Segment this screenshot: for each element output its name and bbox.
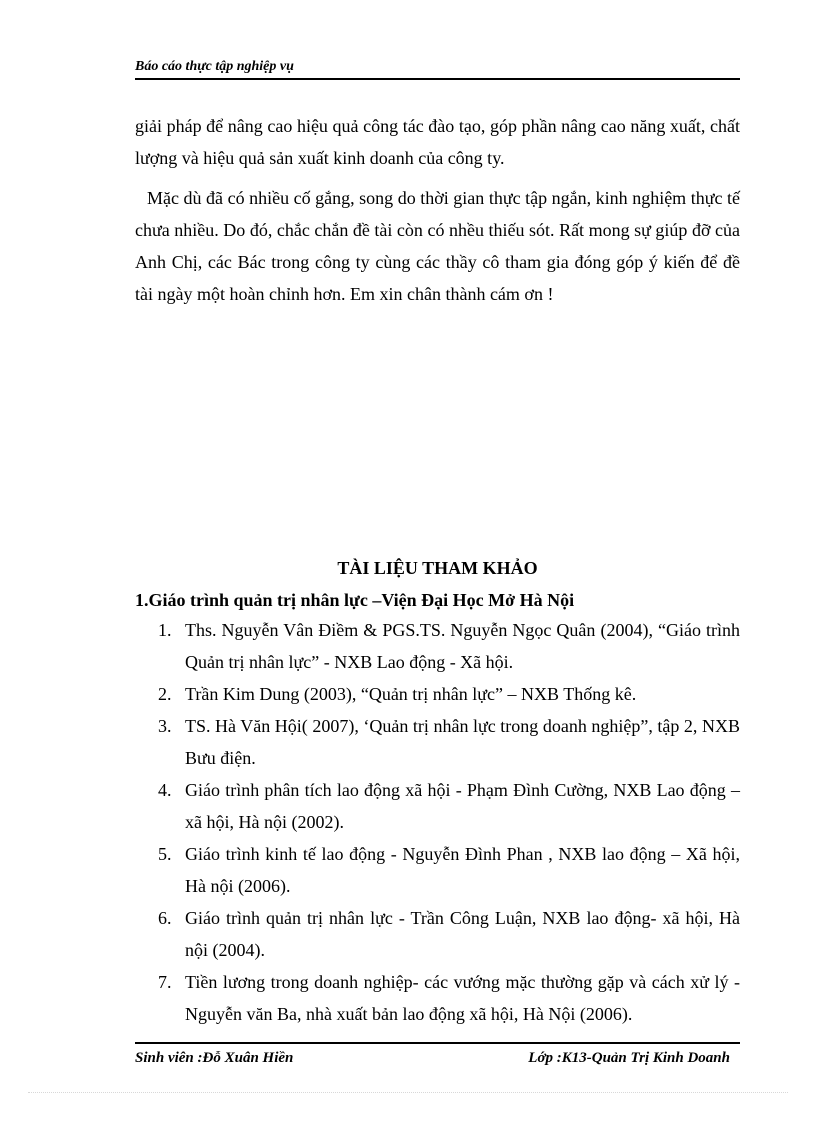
reference-text: Giáo trình quản trị nhân lực - Trần Công Luận, NXB lao động- xã hội, Hà nội (2004). (185, 908, 740, 960)
body-paragraph-2 (135, 182, 740, 310)
reference-item (158, 774, 740, 838)
reference-text: Tiền lương trong doanh nghiệp- các vướng mặc thường gặp và cách xử lý - Nguyễn văn Ba, nhà xuất bản lao động xã hội, Hà Nội (2006). (185, 972, 740, 1024)
reference-item (158, 614, 740, 678)
reference-number: 3. (158, 716, 172, 736)
reference-number: 4. (158, 780, 172, 800)
reference-number: 7. (158, 972, 172, 992)
reference-number: 2. (158, 684, 172, 704)
reference-number: 5. (158, 844, 172, 864)
reference-item (158, 710, 740, 774)
references-heading: 1.Giáo trình quản trị nhân lực –Viện Đại Học Mở Hà Nội (135, 590, 575, 610)
reference-text: TS. Hà Văn Hội( 2007), ‘Quản trị nhân lực trong doanh nghiệp”, tập 2, NXB Bưu điện. (185, 716, 740, 768)
reference-item (158, 678, 740, 710)
reference-item (158, 838, 740, 902)
reference-text: Giáo trình kinh tế lao động - Nguyễn Đình Phan , NXB lao động – Xã hội, Hà nội (2006). (185, 844, 740, 896)
paragraph-text: giải pháp để nâng cao hiệu quả công tác đào tạo, góp phần nâng cao năng xuất, chất lượng và hiệu quả sản xuất kinh doanh của công ty. (135, 116, 740, 168)
reference-item (158, 966, 740, 1030)
page-header (135, 58, 740, 80)
header-title: Báo cáo thực tập nghiệp vụ (135, 59, 294, 74)
footer-divider (135, 1042, 740, 1044)
reference-text: Ths. Nguyễn Vân Điềm & PGS.TS. Nguyễn Ngọc Quân (2004), “Giáo trình Quản trị nhân lực” - NXB Lao động - Xã hội. (185, 620, 740, 672)
references-title: TÀI LIỆU THAM KHẢO (337, 558, 538, 578)
reference-text: Trần Kim Dung (2003), “Quản trị nhân lực” – NXB Thống kê. (185, 684, 637, 704)
reference-number: 6. (158, 908, 172, 928)
footer-class: Lớp :K13-Quản Trị Kinh Doanh (528, 1050, 730, 1066)
paragraph-text: Mặc dù đã có nhiều cố gắng, song do thời gian thực tập ngắn, kinh nghiệm thực tế chưa nhiều. Do đó, chắc chắn đề tài còn có nhều thiếu sót. Rất mong sự giúp đỡ của Anh Chị, các Bác trong công ty cùng các thầy cô tham gia đóng góp ý kiến để đề tài ngày một hoàn chỉnh hơn. Em xin chân thành cám ơn ! (135, 188, 740, 304)
reference-item (158, 902, 740, 966)
footer-student: Sinh viên :Đỗ Xuân Hiền (135, 1050, 294, 1066)
page-edge-divider (28, 1092, 788, 1093)
reference-number: 1. (158, 620, 172, 640)
reference-text: Giáo trình phân tích lao động xã hội - Phạm Đình Cường, NXB Lao động – xã hội, Hà nội (2002). (185, 780, 740, 832)
references-list (158, 614, 740, 1030)
body-paragraph-1 (135, 110, 740, 174)
